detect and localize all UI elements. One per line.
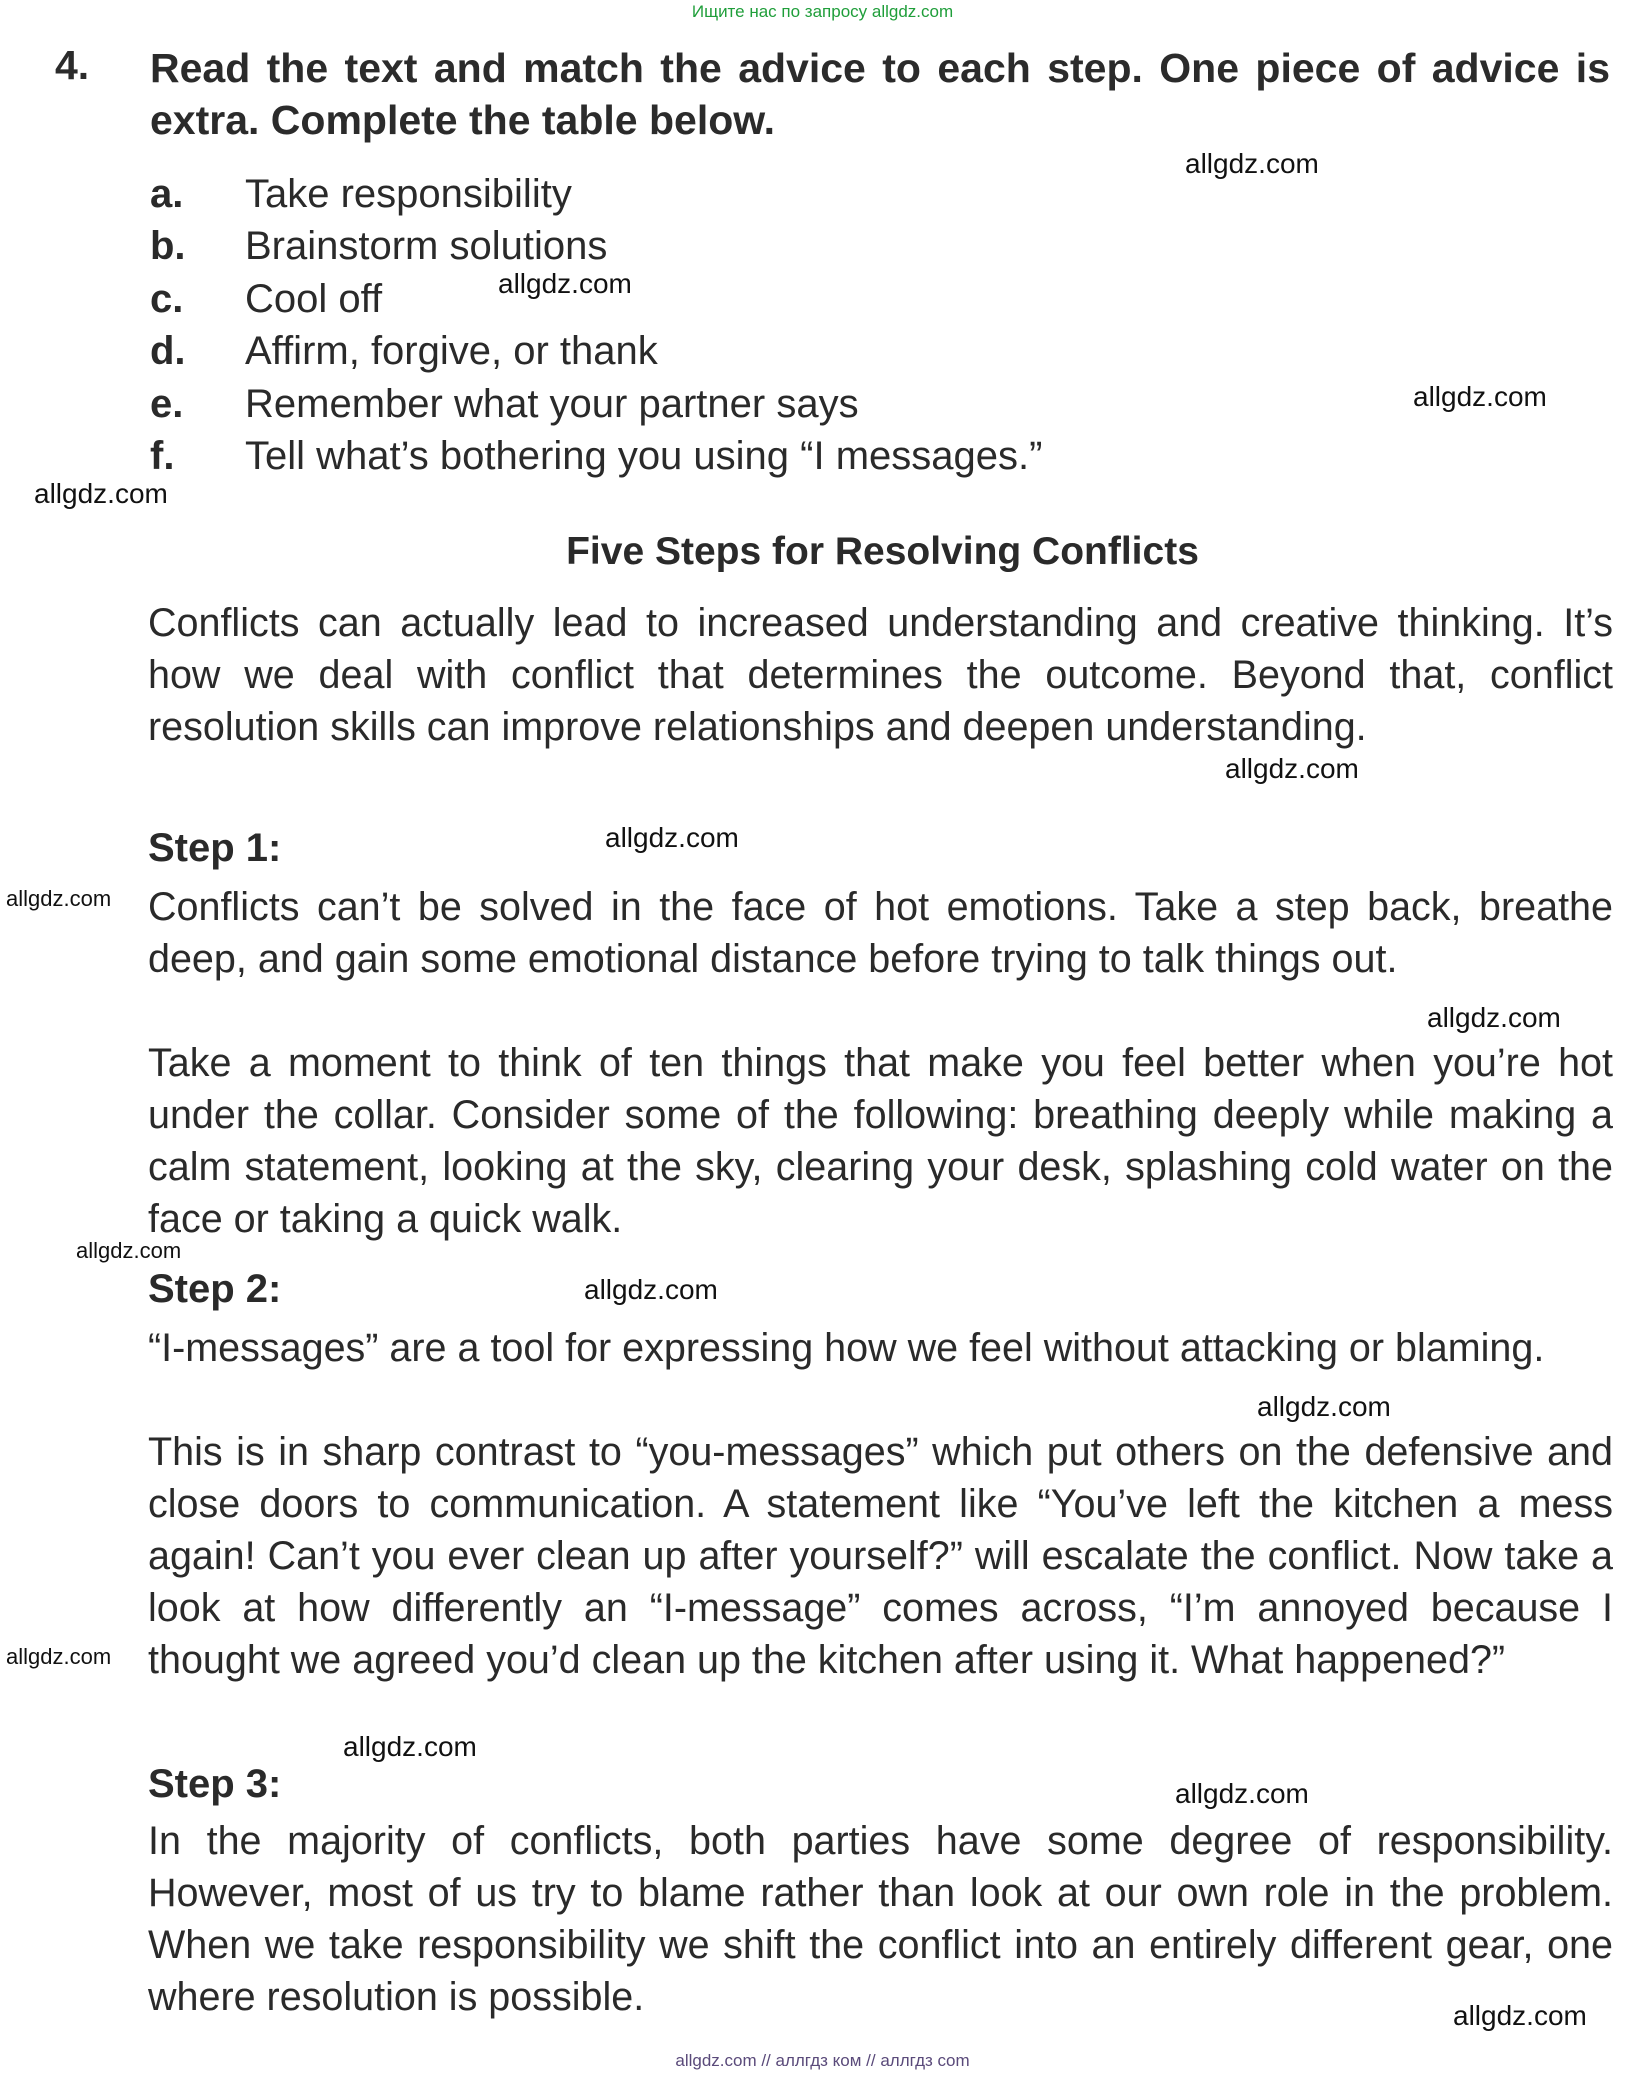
step-2-label: Step 2: <box>148 1267 282 1311</box>
advice-letter: e. <box>150 381 184 426</box>
watermark: allgdz.com <box>1257 1391 1391 1422</box>
watermark: allgdz.com <box>1185 148 1319 179</box>
watermark: allgdz.com <box>6 886 112 911</box>
step-3-label: Step 3: <box>148 1762 282 1806</box>
exercise-number: 4. <box>55 42 90 88</box>
article-intro: Conflicts can actually lead to increased understanding and creative thinking. It’s how we deal with conflict that determines the outcome. Beyond that, conflict resolution skills can improve relationships and deepen understanding. <box>148 601 1613 749</box>
advice-list <box>150 168 1042 482</box>
watermark: allgdz.com <box>1175 1778 1309 1809</box>
watermark: allgdz.com <box>1413 381 1547 412</box>
top-banner: Ищите нас по запросу allgdz.com <box>691 2 954 21</box>
watermark: allgdz.com <box>1453 2000 1587 2031</box>
watermark: allgdz.com <box>6 1644 112 1669</box>
step-2-paragraph-2: This is in sharp contrast to “you-messages” which put others on the defensive and close doors to communication. A statement like “You’ve left the kitchen a mess again! Can’t you ever clean up after yourself?” will escalate the conflict. Now take a look at how differently an “I-message” comes across, “I’m annoyed because I thought we agreed you’d clean up the kitchen after using it. What happened?” <box>148 1430 1613 1682</box>
watermark: allgdz.com <box>34 478 168 509</box>
footer-banner: allgdz.com // аллгдз ком // аллгдз com <box>675 2051 970 2070</box>
advice-item <box>150 325 1042 377</box>
advice-text: Tell what’s bothering you using “I messages.” <box>245 433 1043 478</box>
step-1-paragraph-2: Take a moment to think of ten things that make you feel better when you’re hot under the collar. Consider some of the following: breathing deeply while making a calm statement, looking at the sky, clearing your desk, splashing cold water on the face or taking a quick walk. <box>148 1041 1613 1241</box>
article-title: Five Steps for Resolving Conflicts <box>566 530 1199 573</box>
advice-item <box>150 430 1042 482</box>
watermark: allgdz.com <box>1427 1002 1561 1033</box>
watermark: allgdz.com <box>1225 753 1359 784</box>
advice-item <box>150 378 1042 430</box>
step-1-paragraph-1: Conflicts can’t be solved in the face of hot emotions. Take a step back, breathe deep, and gain some emotional distance before trying to talk things out. <box>148 885 1613 981</box>
exercise-instruction: Read the text and match the advice to each step. One piece of advice is extra. Complete the table below. <box>150 45 1610 143</box>
watermark: allgdz.com <box>498 268 632 299</box>
advice-text: Cool off <box>245 276 383 321</box>
advice-letter: f. <box>150 433 175 478</box>
advice-text: Remember what your partner says <box>245 381 859 426</box>
advice-text: Affirm, forgive, or thank <box>245 329 658 374</box>
step-3-paragraph-1: In the majority of conflicts, both parties have some degree of responsibility. However, most of us try to blame rather than look at our own role in the problem. When we take responsibility we shift the conflict into an entirely different gear, one where resolution is possible. <box>148 1819 1613 2019</box>
watermark: allgdz.com <box>605 822 739 853</box>
advice-letter: d. <box>150 329 186 374</box>
advice-text: Take responsibility <box>245 172 572 216</box>
step-1-label: Step 1: <box>148 826 282 870</box>
advice-item <box>150 220 1042 272</box>
advice-letter: a. <box>150 172 184 216</box>
watermark: allgdz.com <box>584 1274 718 1305</box>
watermark: allgdz.com <box>76 1238 182 1263</box>
advice-letter: c. <box>150 276 184 321</box>
advice-letter: b. <box>150 224 186 269</box>
advice-text: Brainstorm solutions <box>245 224 608 269</box>
advice-item <box>150 168 1042 220</box>
step-2-paragraph-1: “I-messages” are a tool for expressing how we feel without attacking or blaming. <box>148 1326 1545 1370</box>
watermark: allgdz.com <box>343 1731 477 1762</box>
